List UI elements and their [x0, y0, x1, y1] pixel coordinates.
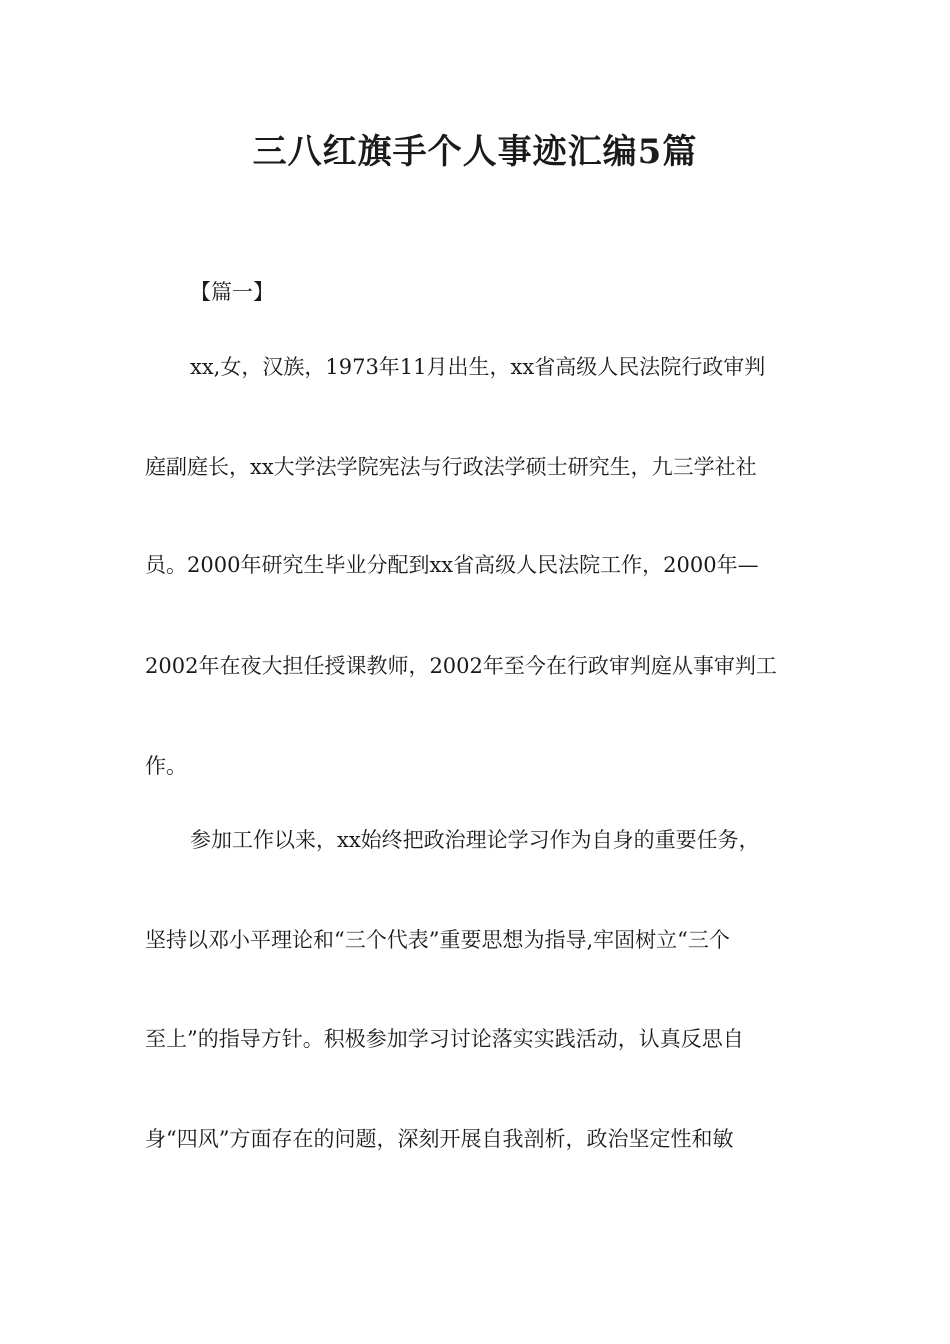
paragraph-line: 员。2000年研究生毕业分配到xx省高级人民法院工作，2000年— — [145, 553, 759, 577]
paragraph-line: 作。 — [145, 754, 187, 778]
paragraph-line: 参加工作以来，xx始终把政治理论学习作为自身的重要任务， — [190, 828, 760, 852]
section-heading: 【篇一】 — [190, 280, 274, 304]
document-title: 三八红旗手个人事迹汇编5篇 — [252, 132, 698, 172]
paragraph-line: xx,女，汉族，1973年11月出生，xx省高级人民法院行政审判 — [190, 355, 766, 379]
paragraph-line: 坚持以邓小平理论和“三个代表”重要思想为指导,牢固树立“三个 — [145, 928, 730, 952]
paragraph-line: 至上”的指导方针。积极参加学习讨论落实实践活动，认真反思自 — [145, 1027, 744, 1051]
paragraph-line: 身“四风”方面存在的问题，深刻开展自我剖析，政治坚定性和敏 — [145, 1127, 734, 1151]
paragraph-line: 庭副庭长，xx大学法学院宪法与行政法学硕士研究生，九三学社社 — [145, 455, 757, 479]
paragraph-line: 2002年在夜大担任授课教师，2002年至今在行政审判庭从事审判工 — [145, 654, 777, 678]
